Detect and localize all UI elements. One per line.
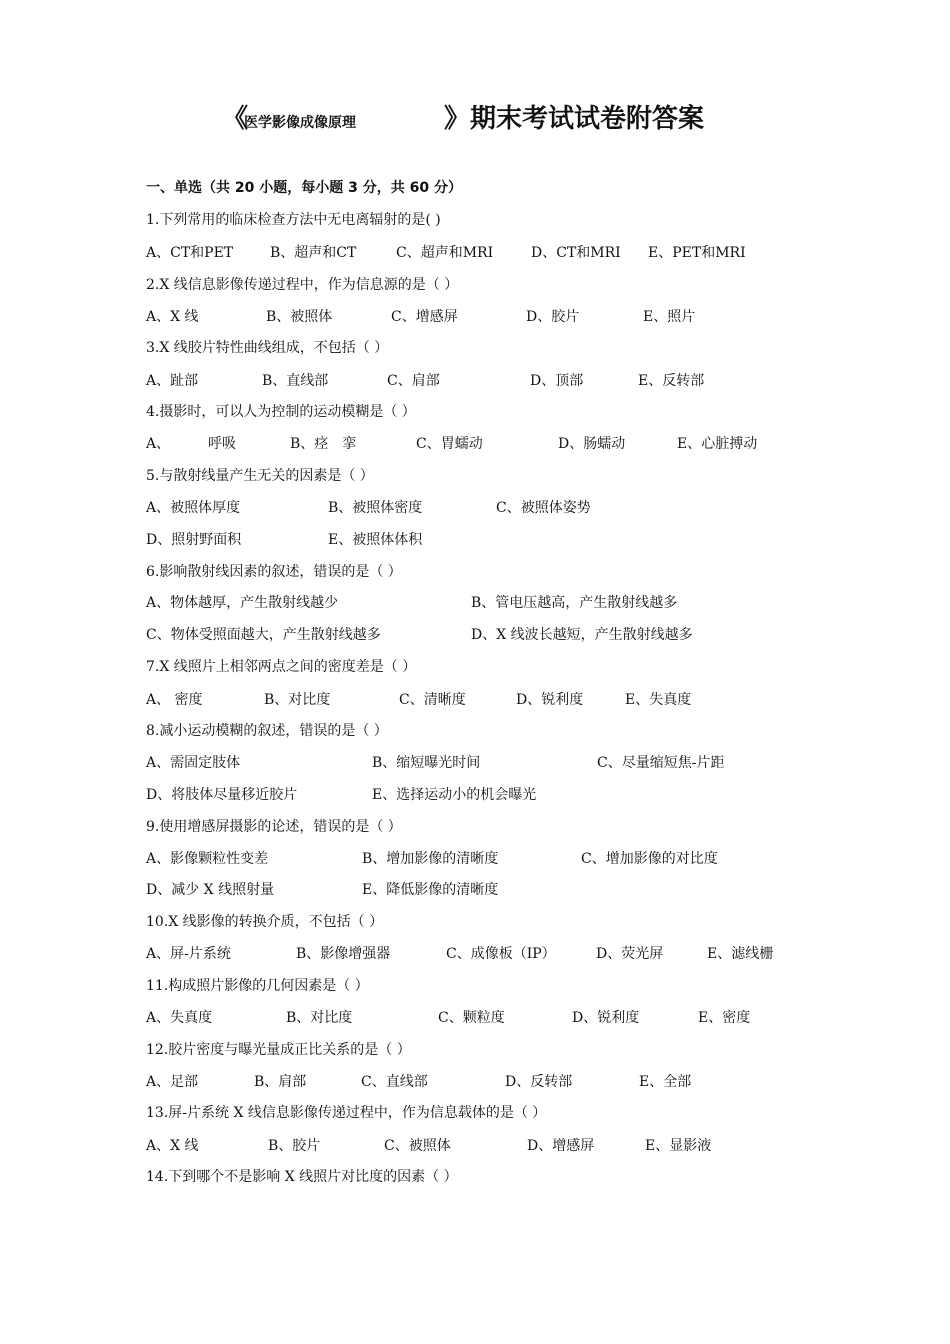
answer-option: B、对比度 xyxy=(286,1010,353,1026)
question-text: 1.下列常用的临床检查方法中无电离辐射的是( ) xyxy=(146,212,441,228)
answer-option: D、锐利度 xyxy=(572,1010,640,1026)
answer-option: C、胃蠕动 xyxy=(416,436,483,452)
answer-option: B、肩部 xyxy=(254,1074,307,1090)
answer-option: E、显影液 xyxy=(645,1138,712,1154)
answer-option: A、足部 xyxy=(146,1074,199,1090)
question-text: 13.屏-片系统 X 线信息影像传递过程中，作为信息载体的是（ ） xyxy=(146,1105,547,1121)
answer-option: D、将肢体尽量移近胶片 xyxy=(146,787,298,803)
answer-option: C、直线部 xyxy=(361,1074,428,1090)
answer-option: A、屏-片系统 xyxy=(146,946,231,962)
answer-option: B、胶片 xyxy=(268,1138,321,1154)
answer-option: A、被照体厚度 xyxy=(146,500,241,516)
question-text: 9.使用增感屏摄影的论述，错误的是（ ） xyxy=(146,819,402,835)
answer-option: E、照片 xyxy=(643,309,696,325)
answer-option: C、被照体 xyxy=(384,1138,451,1154)
question-text: 8.减小运动模糊的叙述，错误的是（ ） xyxy=(146,723,388,739)
answer-option: A、CT和PET xyxy=(146,245,234,261)
answer-option: E、失真度 xyxy=(625,692,692,708)
document-title xyxy=(0,96,950,140)
answer-option: A、X 线 xyxy=(146,309,199,325)
answer-option: B、被照体密度 xyxy=(328,500,423,516)
answer-option: D、荧光屏 xyxy=(596,946,664,962)
answer-option: D、X 线波长越短，产生散射线越多 xyxy=(471,627,693,643)
answer-option: C、超声和MRI xyxy=(396,245,494,261)
question-text: 2.X 线信息影像传递过程中，作为信息源的是（ ） xyxy=(146,277,459,293)
answer-option: B、直线部 xyxy=(262,373,329,389)
question-text: 12.胶片密度与曝光量成正比关系的是（ ） xyxy=(146,1042,411,1058)
answer-option: 呼吸 xyxy=(208,436,236,452)
answer-option: B、痉 挛 xyxy=(290,436,357,452)
answer-option: D、锐利度 xyxy=(516,692,584,708)
question-text: 7.X 线照片上相邻两点之间的密度差是（ ） xyxy=(146,659,417,675)
question-text: 3.X 线胶片特性曲线组成，不包括（ ） xyxy=(146,340,389,356)
answer-option: D、肠蠕动 xyxy=(558,436,626,452)
title-open-bracket: 《 xyxy=(222,104,249,134)
section-heading: 一、单选（共 20 小题，每小题 3 分，共 60 分） xyxy=(146,180,462,196)
answer-option: E、全部 xyxy=(639,1074,692,1090)
answer-option: A、影像颗粒性变差 xyxy=(146,851,269,867)
answer-option: C、物体受照面越大，产生散射线越多 xyxy=(146,627,381,643)
answer-option: C、肩部 xyxy=(387,373,440,389)
question-text: 11.构成照片影像的几何因素是（ ） xyxy=(146,978,369,994)
answer-option: B、影像增强器 xyxy=(296,946,391,962)
question-text: 10.X 线影像的转换介质，不包括（ ） xyxy=(146,914,384,930)
answer-option: E、滤线栅 xyxy=(707,946,774,962)
question-text: 6.影响散射线因素的叙述，错误的是（ ） xyxy=(146,564,402,580)
answer-option: A、 xyxy=(146,436,171,452)
answer-option: D、顶部 xyxy=(530,373,584,389)
title-main: 》期末考试试卷附答案 xyxy=(444,104,705,134)
answer-option: D、CT和MRI xyxy=(531,245,621,261)
answer-option: E、选择运动小的机会曝光 xyxy=(372,787,537,803)
question-text: 4.摄影时，可以人为控制的运动模糊是（ ） xyxy=(146,404,416,420)
answer-option: C、尽量缩短焦-片距 xyxy=(597,755,725,771)
answer-option: A、物体越厚，产生散射线越少 xyxy=(146,595,339,611)
answer-option: C、增感屏 xyxy=(391,309,458,325)
answer-option: B、对比度 xyxy=(264,692,331,708)
answer-option: C、颗粒度 xyxy=(438,1010,505,1026)
question-text: 5.与散射线量产生无关的因素是（ ） xyxy=(146,468,374,484)
answer-option: A、趾部 xyxy=(146,373,199,389)
answer-option: A、需固定肢体 xyxy=(146,755,241,771)
question-text: 14.下到哪个不是影响 X 线照片对比度的因素（ ） xyxy=(146,1169,458,1185)
answer-option: E、降低影像的清晰度 xyxy=(362,882,499,898)
answer-option: C、增加影像的对比度 xyxy=(581,851,718,867)
answer-option: D、照射野面积 xyxy=(146,532,242,548)
answer-option: D、增感屏 xyxy=(527,1138,595,1154)
answer-option: A、失真度 xyxy=(146,1010,213,1026)
answer-option: D、减少 X 线照射量 xyxy=(146,882,275,898)
answer-option: B、管电压越高，产生散射线越多 xyxy=(471,595,678,611)
answer-option: A、X 线 xyxy=(146,1138,199,1154)
answer-option: E、反转部 xyxy=(638,373,705,389)
answer-option: D、胶片 xyxy=(526,309,580,325)
answer-option: B、增加影像的清晰度 xyxy=(362,851,499,867)
answer-option: D、反转部 xyxy=(505,1074,573,1090)
answer-option: A、 密度 xyxy=(146,692,203,708)
answer-option: E、密度 xyxy=(698,1010,751,1026)
answer-option: E、心脏搏动 xyxy=(677,436,758,452)
answer-option: B、缩短曝光时间 xyxy=(372,755,481,771)
answer-option: B、超声和CT xyxy=(270,245,357,261)
answer-option: C、清晰度 xyxy=(399,692,466,708)
answer-option: B、被照体 xyxy=(266,309,333,325)
answer-option: C、成像板（IP） xyxy=(446,946,556,962)
title-subject: 医学影像成像原理 xyxy=(244,115,356,131)
answer-option: E、PET和MRI xyxy=(648,245,746,261)
answer-option: C、被照体姿势 xyxy=(496,500,591,516)
answer-option: E、被照体体积 xyxy=(328,532,423,548)
